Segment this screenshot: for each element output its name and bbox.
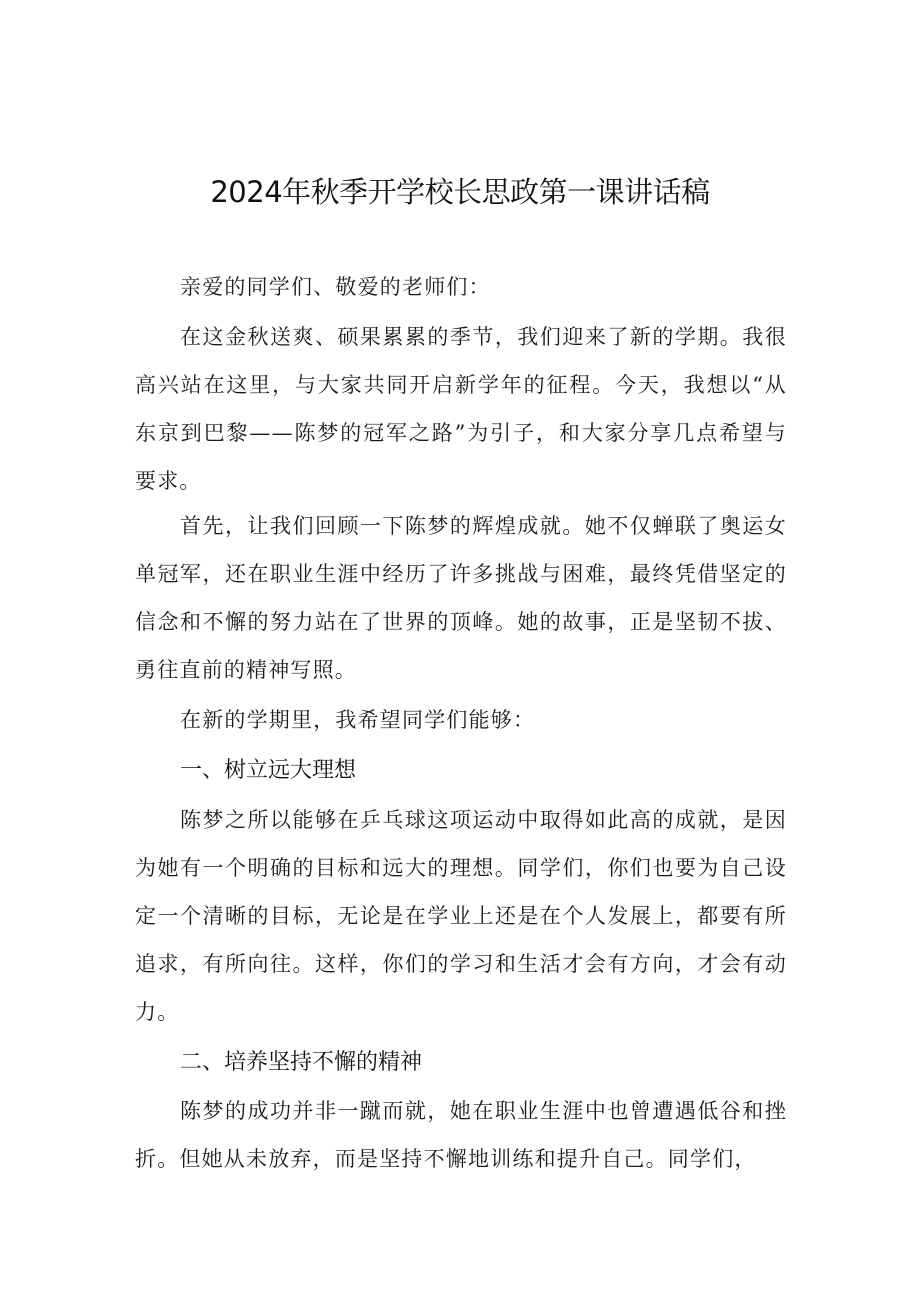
section-heading-2: 二、培养坚持不懈的精神 bbox=[180, 1050, 423, 1075]
greeting: 亲爱的同学们、敬爱的老师们： bbox=[180, 275, 491, 299]
section-text-2: 陈梦的成功并非一蹴而就，她在职业生涯中也曾遭遇低谷和挫折。但她从未放弃，而是坚持不懈地训练和提升自己。同学们， bbox=[135, 1099, 787, 1171]
section-heading-1: 一、树立远大理想 bbox=[180, 758, 357, 783]
document-title: 2024年秋季开学校长思政第一课讲话稿 bbox=[210, 175, 710, 209]
paragraph-intro: 在这金秋送爽、硕果累累的季节，我们迎来了新的学期。我很高兴站在这里，与大家共同开启新学年的征程。今天，我想以“从东京到巴黎——陈梦的冠军之路”为引子，和大家分享几点希望与要求。 bbox=[135, 325, 787, 493]
section-text-1: 陈梦之所以能够在乒乓球这项运动中取得如此高的成就，是因为她有一个明确的目标和远大的理想。同学们，你们也要为自己设定一个清晰的目标，无论是在学业上还是在个人发展上，都要有所追求，有所向往。这样，你们的学习和生活才会有方向，才会有动力。 bbox=[135, 808, 787, 1024]
paragraph-achievement: 首先，让我们回顾一下陈梦的辉煌成就。她不仅蝉联了奥运女单冠军，还在职业生涯中经历了许多挑战与困难，最终凭借坚定的信念和不懈的努力站在了世界的顶峰。她的故事，正是坚韧不拔、勇往直前的精神写照。 bbox=[135, 514, 787, 682]
paragraph-hope: 在新的学期里，我希望同学们能够： bbox=[180, 708, 536, 732]
